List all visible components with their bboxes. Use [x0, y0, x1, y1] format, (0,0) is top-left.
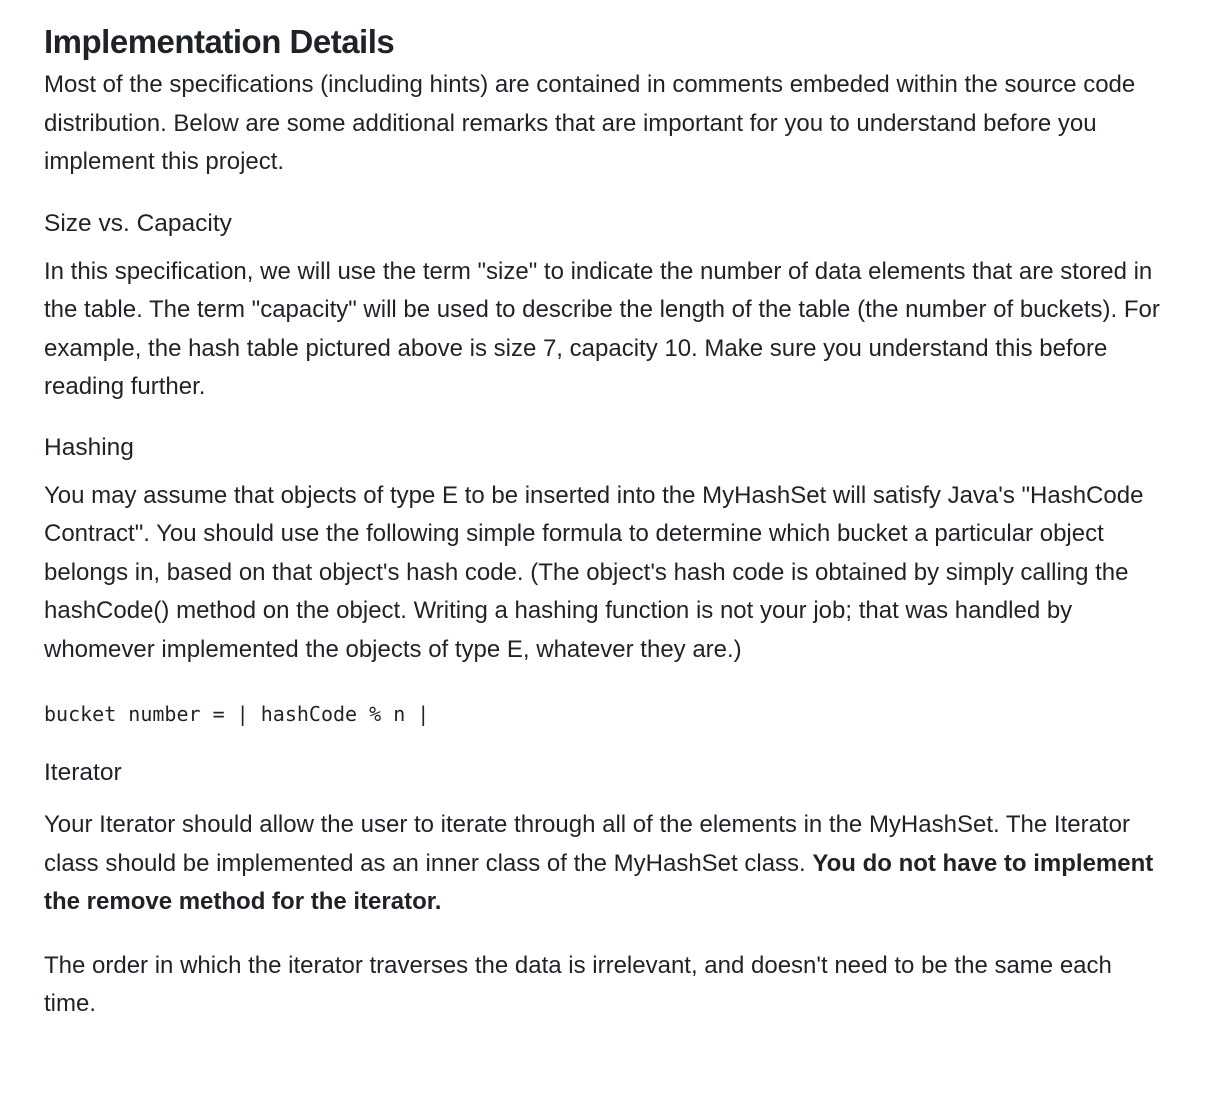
iterator-remove-note: You do not have to implement the remove method for the iterator.	[44, 849, 1154, 915]
size-capacity-paragraph: In this specification, we will use the term "size" to indicate the number of data elements that are stored in the table. The term "capacity" will be used to describe the length of the table (the number of buckets). For example, the hash table pictured above is size 7, capacity 10. Make sure you understand this before reading further.	[44, 257, 1160, 400]
section-heading-size-vs-capacity: Size vs. Capacity	[44, 209, 232, 237]
section-heading-hashing: Hashing	[44, 433, 134, 461]
section-heading-iterator: Iterator	[44, 759, 122, 786]
iterator-paragraph-text: Your Iterator should allow the user to iterate through all of the elements in the MyHashSet. The Iterator class should be implemented as an inner class of the MyHashSet class.	[44, 811, 1130, 877]
bucket-formula-code: bucket number = | hashCode % n |	[44, 702, 430, 726]
iterator-paragraph	[44, 806, 1164, 922]
hashing-paragraph: You may assume that objects of type E to be inserted into the MyHashSet will satisfy Java's "HashCode Contract". You should use the following simple formula to determine which bucket a particular object belongs in, based on that object's hash code. (The object's hash code is obtained by simply calling the hashCode() method on the object. Writing a hashing function is not your job; that was handled by whomever implemented the objects of type E, whatever they are.)	[44, 481, 1144, 663]
iterator-order-paragraph: The order in which the iterator traverses the data is irrelevant, and doesn't need to be the same each time.	[44, 951, 1112, 1017]
intro-paragraph: Most of the specifications (including hints) are contained in comments embeded within the source code distribution. Below are some additional remarks that are important for you to understand before you implement this project.	[44, 71, 1136, 175]
page-title: Implementation Details	[44, 23, 395, 60]
